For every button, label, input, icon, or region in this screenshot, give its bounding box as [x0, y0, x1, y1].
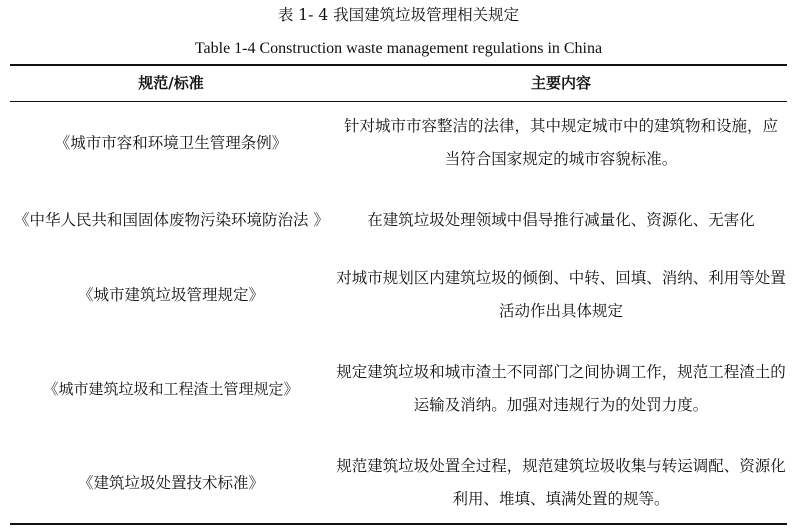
- regulation-name: 《城市建筑垃圾和工程渣土管理规定》: [43, 379, 299, 398]
- regulation-name: 《建筑垃圾处置技术标准》: [77, 473, 264, 492]
- table-row: [10, 106, 787, 180]
- table-caption-english: Table 1-4 Construction waste management regulations in China: [194, 40, 603, 57]
- regulation-content: 规定建筑垃圾和城市渣土不同部门之间协调工作，规范工程渣土的运输及消纳。加强对违规行为的处罚力度。: [336, 363, 786, 414]
- table-bottom-rule: [10, 523, 787, 525]
- regulation-content: 规范建筑垃圾处置全过程，规范建筑垃圾收集与转运调配、资源化利用、堆填、填满处置的规等。: [336, 457, 786, 508]
- header-main-content: 主要内容: [530, 74, 591, 92]
- regulation-content: 针对城市市容整洁的法律，其中规定城市中的建筑物和设施，应当符合国家规定的城市容貌标准。: [343, 117, 778, 168]
- table-header-rule: [10, 101, 787, 102]
- table-caption-chinese: 表 1- 4 我国建筑垃圾管理相关规定: [277, 6, 520, 24]
- table-row: [10, 184, 787, 256]
- regulation-content: 对城市规划区内建筑垃圾的倾倒、中转、回填、消纳、利用等处置活动作出具体规定: [336, 269, 786, 320]
- regulation-name: 《城市建筑垃圾管理规定》: [77, 285, 264, 304]
- regulation-name: 《城市市容和环境卫生管理条例》: [54, 133, 288, 152]
- table-row: [10, 447, 787, 519]
- table-header-row: [10, 66, 787, 101]
- table-row: [10, 335, 787, 443]
- regulation-name: 《中华人民共和国固体废物污染环境防治法 》: [14, 210, 329, 229]
- regulation-content: 在建筑垃圾处理领域中倡导推行减量化、资源化、无害化: [367, 210, 755, 229]
- table-row: [10, 259, 787, 331]
- header-standard: 规范/标准: [138, 74, 204, 92]
